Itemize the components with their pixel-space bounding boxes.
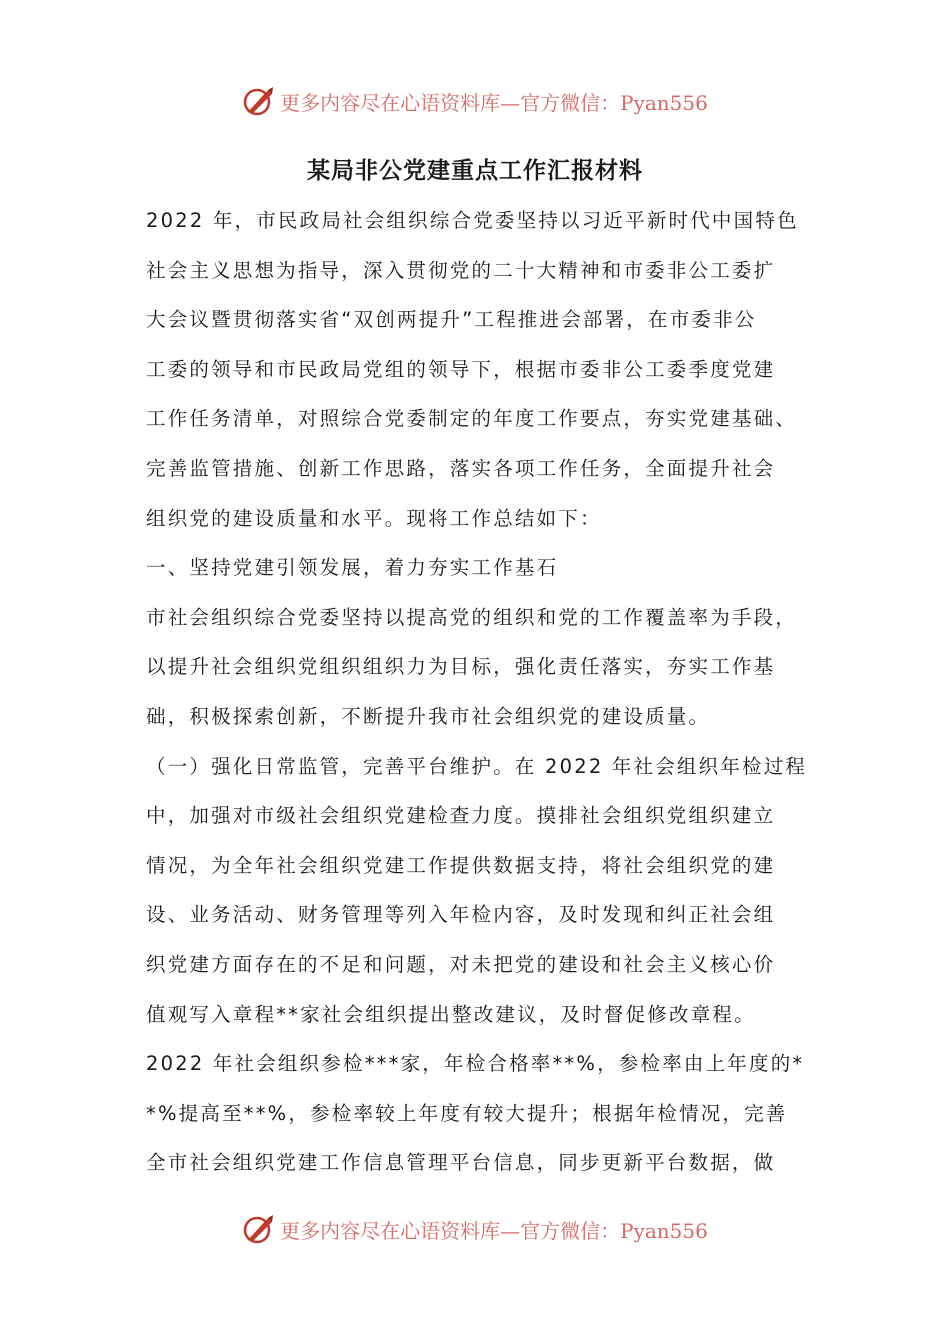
banner-text: 更多内容尽在心语资料库—官方微信：Pyan556 <box>280 1218 708 1243</box>
body-text <box>146 196 808 1188</box>
text-line: 工作任务清单，对照综合党委制定的年度工作要点，夯实党建基础、 <box>146 407 798 431</box>
text-line: 完善监管措施、创新工作思路，落实各项工作任务，全面提升社会 <box>146 456 776 480</box>
text-line: 组织党的建设质量和水平。现将工作总结如下： <box>146 506 602 530</box>
text-line: 以提升社会组织党组织组织力为目标，强化责任落实，夯实工作基 <box>146 655 776 679</box>
text-line: 市社会组织综合党委坚持以提高党的组织和党的工作覆盖率为手段， <box>146 605 798 629</box>
pen-logo-icon <box>242 84 276 118</box>
header-watermark <box>0 84 950 118</box>
text-line: 2022 年社会组织参检***家，年检合格率**%，参检率由上年度的* <box>146 1052 805 1076</box>
section-heading: 一、坚持党建引领发展，着力夯实工作基石 <box>146 556 559 580</box>
text-line: 2022 年，市民政局社会组织综合党委坚持以习近平新时代中国特色 <box>146 209 799 232</box>
text-line: （一）强化日常监管，完善平台维护。在 2022 年社会组织年检过程 <box>146 754 808 778</box>
text-line: 社会主义思想为指导，深入贯彻党的二十大精神和市委非公工委扩 <box>146 258 776 282</box>
footer-watermark <box>0 1212 950 1246</box>
text-line: 情况，为全年社会组织党建工作提供数据支持，将社会组织党的建 <box>146 853 776 877</box>
text-line: *%提高至**%，参检率较上年度有较大提升；根据年检情况，完善 <box>146 1101 788 1125</box>
text-line: 础，积极探索创新，不断提升我市社会组织党的建设质量。 <box>146 704 711 728</box>
banner-text: 更多内容尽在心语资料库—官方微信：Pyan556 <box>280 90 708 115</box>
pen-logo-icon <box>242 1212 276 1246</box>
text-line: 全市社会组织党建工作信息管理平台信息，同步更新平台数据，做 <box>146 1151 776 1175</box>
text-line: 织党建方面存在的不足和问题，对未把党的建设和社会主义核心价 <box>146 952 776 976</box>
page-title: 某局非公党建重点工作汇报材料 <box>307 158 643 184</box>
text-line: 值观写入章程**家社会组织提出整改建议，及时督促修改章程。 <box>146 1002 756 1026</box>
text-line: 大会议暨贯彻落实省“双创两提升”工程推进会部署，在市委非公 <box>146 308 757 332</box>
text-line: 工委的领导和市民政局党组的领导下，根据市委非公工委季度党建 <box>146 357 776 381</box>
text-line: 设、业务活动、财务管理等列入年检内容，及时发现和纠正社会组 <box>146 903 776 927</box>
text-line: 中，加强对市级社会组织党建检查力度。摸排社会组织党组织建立 <box>146 804 776 828</box>
